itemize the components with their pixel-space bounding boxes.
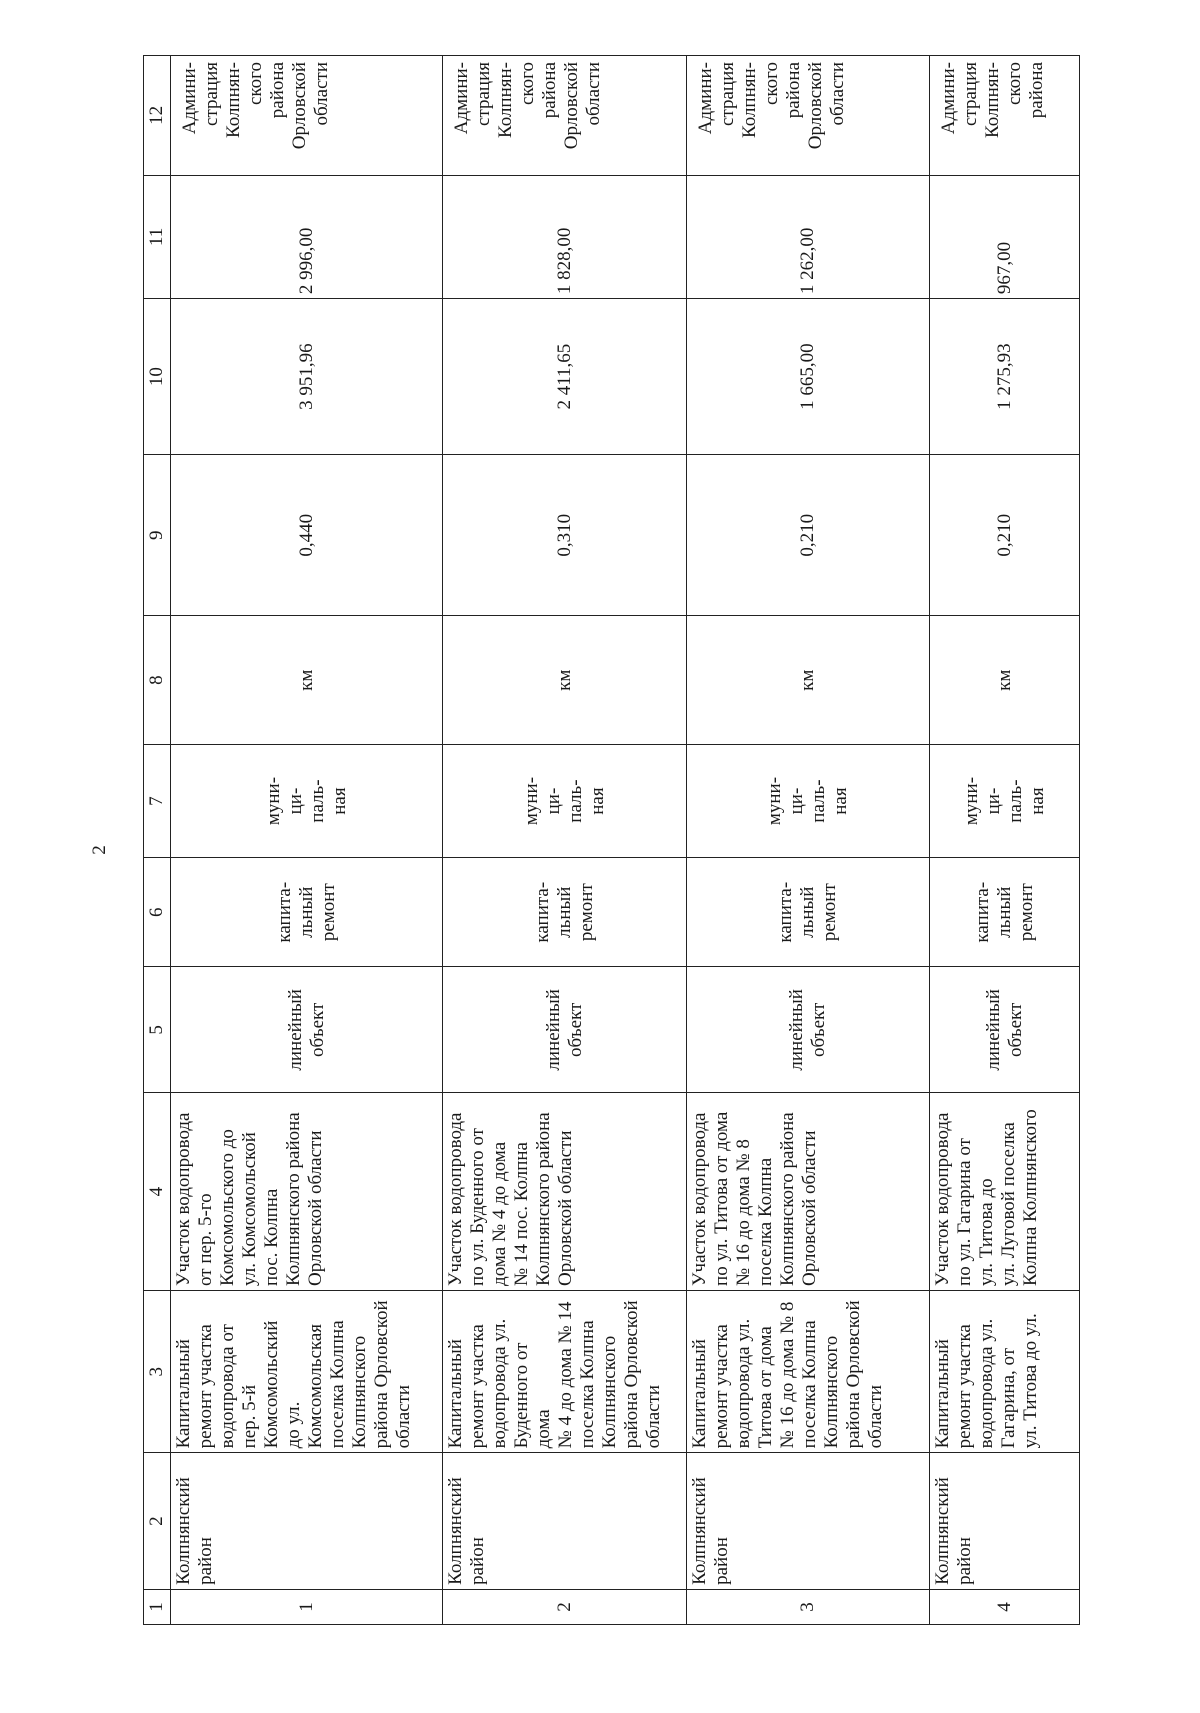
header-cell: 6 [144,858,171,967]
district-cell: Колпнянский район [930,1453,1080,1589]
length-cell: 0,440 [171,455,443,616]
ownership-cell: муни- ци- паль- ная [930,745,1080,858]
object-type-cell: линейный объект [171,967,443,1093]
unit-cell: км [687,616,930,745]
amount-cell: 1 262,00 [687,175,930,298]
header-cell: 1 [144,1589,171,1624]
district-cell: Колпнянский район [171,1453,443,1589]
header-cell: 12 [144,56,171,176]
object-name-cell: Капитальный ремонт участка водопровода ул. Гагарина, от ул. Титова до ул. [930,1290,1080,1452]
header-cell: 8 [144,616,171,745]
location-cell: Участок водопровода по ул. Титова от дома № 16 до дома № 8 поселка Колпна Колпнянского района Орловской области [687,1093,930,1291]
row-number: 3 [687,1589,930,1624]
length-cell: 0,310 [443,455,687,616]
cost-cell: 1 275,93 [930,299,1080,455]
length-cell: 0,210 [687,455,930,616]
header-cell: 3 [144,1290,171,1452]
object-name-cell: Капитальный ремонт участка водопровода ул. Буденного от дома № 4 до дома № 14 поселка Колпна Колпнянского района Орловской области [443,1290,687,1452]
object-name-cell: Капитальный ремонт участка водопровода ул. Титова от дома № 16 до дома № 8 поселка Колпна Колпнянского района Орловской области [687,1290,930,1452]
object-type-cell: линейный объект [930,967,1080,1093]
location-cell: Участок водопровода по ул. Буденного от дома № 4 до дома № 14 пос. Колпна Колпнянского района Орловской области [443,1093,687,1291]
rotated-table-container [143,55,1078,1625]
ownership-cell: муни- ци- паль- ная [171,745,443,858]
customer-cell: Админи- страция Колпнян- ского района Орловской области [687,56,930,176]
customer-cell: Админи- страция Колпнян- ского района Орловской области [443,56,687,176]
table-row [687,56,930,1625]
unit-cell: км [443,616,687,745]
work-type-cell: капита- льный ремонт [687,858,930,967]
cost-cell: 1 665,00 [687,299,930,455]
work-type-cell: капита- льный ремонт [443,858,687,967]
customer-cell: Админи- страция Колпнян- ского района [930,56,1080,176]
header-cell: 11 [144,175,171,298]
length-cell: 0,210 [930,455,1080,616]
district-cell: Колпнянский район [687,1453,930,1589]
row-number: 4 [930,1589,1080,1624]
header-cell: 2 [144,1453,171,1589]
header-cell: 10 [144,299,171,455]
object-name-cell: Капитальный ремонт участка водопровода от пер. 5-й Комсомольский до ул. Комсомольская поселка Колпна Колпнянского района Орловской области [171,1290,443,1452]
unit-cell: км [171,616,443,745]
header-row [144,56,171,1625]
work-type-cell: капита- льный ремонт [171,858,443,967]
ownership-cell: муни- ци- паль- ная [687,745,930,858]
header-cell: 5 [144,967,171,1093]
row-number: 2 [443,1589,687,1624]
row-number: 1 [171,1589,443,1624]
object-type-cell: линейный объект [687,967,930,1093]
cost-cell: 2 411,65 [443,299,687,455]
header-cell: 4 [144,1093,171,1291]
table-row [443,56,687,1625]
customer-cell: Админи- страция Колпнян- ского района Орловской области [171,56,443,176]
location-cell: Участок водопровода по ул. Гагарина от ул. Титова до ул. Луговой поселка Колпна Колпнянского [930,1093,1080,1291]
district-cell: Колпнянский район [443,1453,687,1589]
location-cell: Участок водопровода от пер. 5-го Комсомольского до ул. Комсомольской пос. Колпна Колпнянского района Орловской области [171,1093,443,1291]
table-row [930,56,1080,1625]
amount-cell: 1 828,00 [443,175,687,298]
page-number: 2 [89,845,110,855]
unit-cell: км [930,616,1080,745]
amount-cell: 2 996,00 [171,175,443,298]
table-row [171,56,443,1625]
ownership-cell: муни- ци- паль- ная [443,745,687,858]
work-type-cell: капита- льный ремонт [930,858,1080,967]
cost-cell: 3 951,96 [171,299,443,455]
object-type-cell: линейный объект [443,967,687,1093]
objects-table [143,55,1080,1625]
amount-cell: 967,00 [930,175,1080,298]
header-cell: 9 [144,455,171,616]
header-cell: 7 [144,745,171,858]
